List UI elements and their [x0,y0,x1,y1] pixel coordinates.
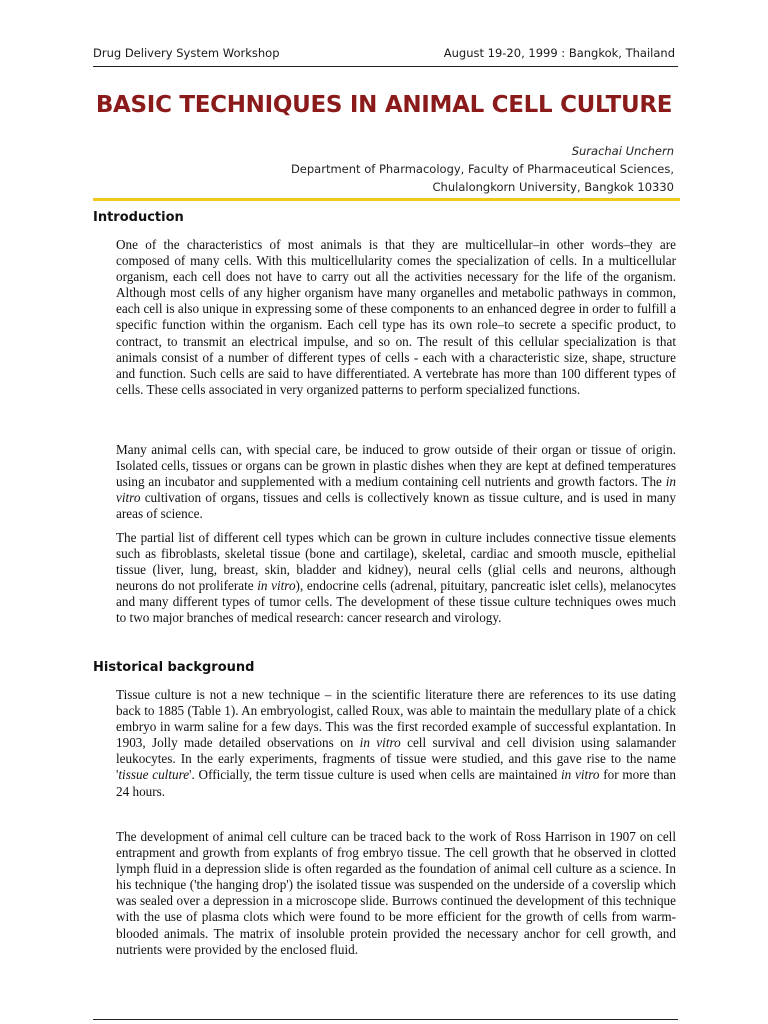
author-block [291,142,674,196]
title-rule [93,198,680,201]
section-heading-introduction: Introduction [93,210,184,225]
paper-title: BASIC TECHNIQUES IN ANIMAL CELL CULTURE [95,92,673,118]
paragraph-intro-2: Many animal cells can, with special care, be induced to grow outside of their organ or tissue of origin. Isolated cells, tissues or organs can be grown in plastic dishes when they are kept at defined temperatures using an incubator and supplemented with a medium containing cell nutrients and growth factors. The in vitro cultivation of organs, tissues and cells is collectively known as tissue culture, and is used in many areas of science. [116,442,676,522]
paragraph-history-2: The development of animal cell culture can be traced back to the work of Ross Harrison in 1907 on cell entrapment and growth from explants of frog embryo tissue. The cell growth that he observed in clotted lymph fluid in a depression slide is often regarded as the foundation of animal cell culture as a science. In his technique ('the hanging drop') the isolated tissue was suspended on the underside of a coverslip which was sealed over a depression in a microscope slide. Burrows continued the development of this technique with the use of plasma clots which were found to be more efficient for the growth of cells from warm-blooded animals. The matrix of insoluble protein provided the necessary anchor for cell growth, and nutrients were provided by the enclosed fluid. [116,829,676,957]
header-divider [93,66,678,67]
header-date-location: August 19-20, 1999 : Bangkok, Thailand [443,46,675,60]
paragraph-intro-3: The partial list of different cell types which can be grown in culture includes connective tissue elements such as fibroblasts, skeletal tissue (bone and cartilage), skeletal, cardiac and smooth muscle, epithelial tissue (liver, lung, breast, skin, bladder and kidney), neural cells (glial cells and neurons, although neurons do not proliferate in vitro), endocrine cells (adrenal, pituitary, pancreatic islet cells), melanocytes and many different types of tumor cells. The development of these tissue culture techniques owes much to two major branches of medical research: cancer research and virology. [116,530,676,626]
footer-divider [93,1019,678,1020]
italic-in-vitro: in vitro [116,474,676,506]
header-workshop: Drug Delivery System Workshop [93,46,280,60]
italic-in-vitro: in vitro [257,578,296,594]
paragraph-intro-1: One of the characteristics of most animals is that they are multicellular–in other words–they are composed of many cells. With this multicellularity comes the specialization of cells. In a multicellular organism, each cell does not have to carry out all the activities necessary for the life of the organism. Although most cells of any higher organism have many organelles and metabolic pathways in common, each cell is also unique in expressing some of these components to an enhanced degree in order to fulfill a specific function within the organism. Each cell type has its own role–to secrete a specific product, to contract, to transmit an electrical impulse, and so on. The result of this cellular specialization is that animals consist of a number of different types of cells - each with a characteristic size, shape, structure and function. Such cells are said to have differentiated. A vertebrate has more than 100 different types of cells. These cells associated in very organized patterns to perform specialized functions. [116,237,676,397]
section-heading-historical: Historical background [93,660,255,675]
running-header [93,46,675,60]
italic-in-vitro: in vitro [359,735,401,751]
paragraph-history-1: Tissue culture is not a new technique – in the scientific literature there are references to its use dating back to 1885 (Table 1). An embryologist, called Roux, was able to maintain the medullary plate of a chick embryo in warm saline for a few days. This was the first recorded example of successful explantation. In 1903, Jolly made detailed observations on in vitro cell survival and cell division using salamander leukocytes. In the early experiments, fragments of tissue were studied, and this gave rise to the name 'tissue culture'. Officially, the term tissue culture is used when cells are maintained in vitro for more than 24 hours. [116,687,676,799]
author-affiliation-1: Department of Pharmacology, Faculty of Pharmaceutical Sciences, [290,162,674,176]
author-affiliation-2: Chulalongkorn University, Bangkok 10330 [432,180,674,194]
italic-tissue-culture: tissue culture [118,767,190,783]
italic-in-vitro: in vitro [560,767,600,783]
author-name: Surachai Unchern [571,144,674,158]
